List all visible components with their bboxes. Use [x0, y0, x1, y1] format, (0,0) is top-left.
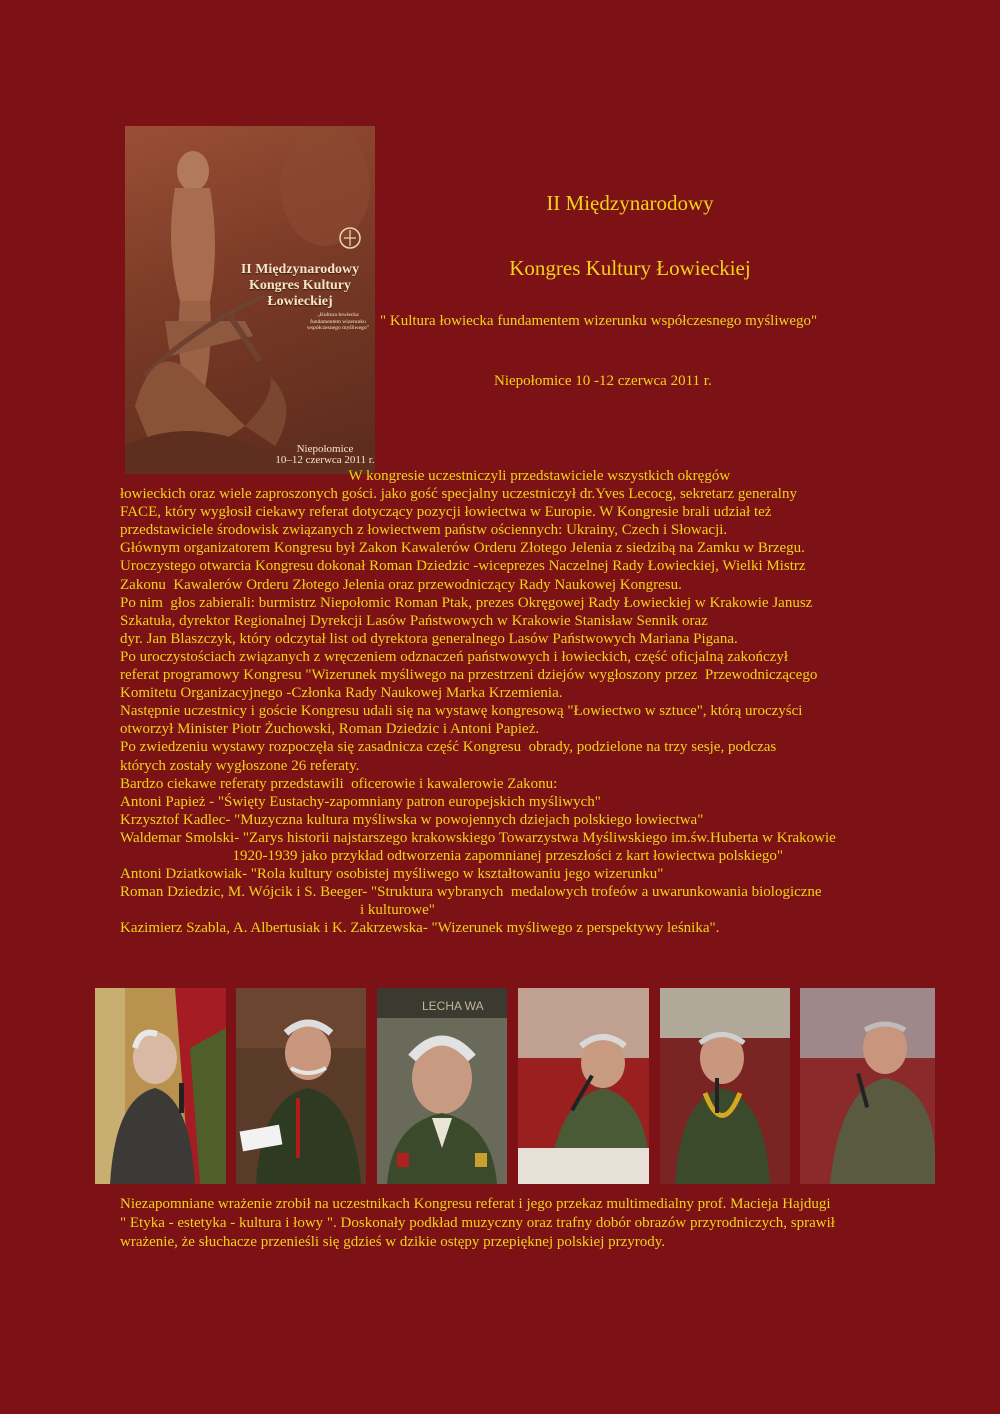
body-text-line: 1920-1939 jako przykład odtworzenia zapomnianej przeszłości z kart łowiectwa polskiego" — [120, 847, 784, 864]
body-text-line: Komitetu Organizacyjnego -Członka Rady Naukowej Marka Krzemienia. — [120, 685, 563, 702]
closing-text-line: " Etyka - estetyka - kultura i łowy ". Doskonały podkład muzyczny oraz trafny dobór obrazów przyrodniczych, sprawił — [120, 1215, 835, 1231]
closing-text-line: wrażenie, że słuchacze przenieśli się gdzieś w dzikie ostępy przepięknej polskiej przyrody. — [120, 1234, 666, 1250]
photo-speaker-5 — [660, 988, 790, 1184]
poster-title-line: Łowieckiej — [267, 294, 333, 309]
poster-subtitle-line: fundamentem wizerunku — [310, 318, 366, 325]
closing-paragraph — [120, 1195, 920, 1252]
poster-dates: 10–12 czerwca 2011 r. — [275, 454, 375, 466]
body-text-line: Po zwiedzeniu wystawy rozpoczęła się zasadnicza część Kongresu obrady, podzielone na trzy sesje, podczas — [120, 739, 777, 756]
body-text-line: i kulturowe" — [120, 902, 435, 919]
photo-speaker-6 — [800, 988, 935, 1184]
body-text-line: Antoni Papież - "Święty Eustachy-zapomniany patron europejskich myśliwych" — [120, 793, 601, 810]
body-text-line: Antoni Dziatkowiak- "Rola kultury osobistej myśliwego w kształtowaniu jego wizerunku" — [120, 866, 664, 883]
poster-subtitle-line: współczesnego myśliwego” — [306, 325, 370, 331]
body-text-line: Uroczystego otwarcia Kongresu dokonał Roman Dziedzic -wiceprezes Naczelnej Rady Łowieckiej, Wielki Mistrz — [120, 558, 806, 575]
photo-speaker-1 — [95, 988, 226, 1184]
body-text-line: których zostały wygłoszone 26 referaty. — [120, 757, 360, 774]
page-title-line2: Kongres Kultury Łowieckiej — [509, 256, 751, 280]
poster-subtitle-line: „Kultura łowiecka — [317, 312, 359, 318]
photo-wall-text: LECHA WA — [422, 999, 484, 1013]
poster-title-line: II Międzynarodowy — [240, 262, 360, 277]
congress-poster-image — [125, 126, 375, 474]
body-text-line: Waldemar Smolski- "Zarys historii najstarszego krakowskiego Towarzystwa Myśliwskiego im.św.Huberta w Krakowie — [120, 829, 836, 846]
body-text-line: Szkatuła, dyrektor Regionalnej Dyrekcji Lasów Państwowych w Krakowie Stanisław Sennik oraz — [120, 612, 708, 629]
body-text-line: Następnie uczestnicy i goście Kongresu udali się na wystawę kongresową "Łowiectwo w sztuce", którą uroczyści — [120, 703, 803, 720]
photo-strip — [95, 988, 935, 1184]
body-text-line: dyr. Jan Blaszczyk, który odczytał list od dyrektora generalnego Lasów Państwowych Mariana Pigana. — [120, 630, 738, 647]
body-text-line: Głównym organizatorem Kongresu był Zakon Kawalerów Orderu Złotego Jelenia z siedzibą na Zamku w Brzegu. — [120, 540, 805, 557]
congress-motto: " Kultura łowiecka fundamentem wizerunku współczesnego myśliwego" — [380, 313, 818, 329]
body-text-line: przedstawiciele środowisk związanych z łowiectwem państw ościennych: Ukrainy, Czech i Słowacji. — [120, 522, 728, 539]
body-text-line: Roman Dziedzic, M. Wójcik i S. Beeger- "Struktura wybranych medalowych trofeów a uwarunkowania biologiczne — [120, 884, 822, 901]
body-text-line: otworzył Minister Piotr Żuchowski, Roman Dziedzic i Antoni Papież. — [120, 721, 540, 738]
page-title-line1: II Międzynarodowy — [546, 191, 714, 215]
poster-title — [220, 262, 375, 310]
body-text-line: Kazimierz Szabla, A. Albertusiak i K. Zakrzewska- "Wizerunek myśliwego z perspektywy leśnika". — [120, 920, 720, 937]
body-text-line: łowieckich oraz wiele zaproszonych gości. jako gość specjalny uczestniczył dr.Yves Lecocg, sekretarz generalny — [120, 486, 797, 503]
body-text-line: Po uroczystościach związanych z wręczeniem odznaczeń państwowych i łowieckich, część oficjalną zakończył — [120, 648, 789, 665]
article-body — [120, 467, 920, 937]
poster-place-name: Niepołomice — [296, 443, 354, 455]
body-text-line: Po nim głos zabierali: burmistrz Niepołomic Roman Ptak, prezes Okręgowej Rady Łowieckiej w Krakowie Janusz — [120, 594, 813, 611]
photo-speaker-4 — [518, 988, 649, 1184]
body-text-line: Bardzo ciekawe referaty przedstawili oficerowie i kawalerowie Zakonu: — [120, 775, 558, 792]
body-text-line: referat programowy Kongresu "Wizerunek myśliwego na przestrzeni dziejów wygłoszony przez Przewodniczącego — [120, 667, 818, 684]
closing-text-line: Niezapomniane wrażenie zrobił na uczestnikach Kongresu referat i jego przekaz multimedialny prof. Macieja Hajdugi — [120, 1196, 831, 1212]
photo-speaker-3 — [377, 988, 507, 1184]
poster-title-line: Kongres Kultury — [248, 278, 352, 293]
body-text-line: FACE, który wygłosił ciekawy referat dotyczący pozycji łowiectwa w Europie. W Kongresie brali udział też — [120, 504, 772, 521]
poster-subtitle — [300, 312, 375, 332]
photo-speaker-2 — [236, 988, 366, 1184]
congress-date: Niepołomice 10 -12 czerwca 2011 r. — [494, 373, 712, 389]
body-text-line: Krzysztof Kadlec- "Muzyczna kultura myśliwska w powojennych dziejach polskiego łowiectwa" — [120, 811, 704, 828]
poster-place — [275, 444, 375, 466]
body-text-line: Zakonu Kawalerów Orderu Złotego Jelenia oraz przewodniczący Rady Naukowej Kongresu. — [120, 576, 682, 593]
body-text-line: W kongresie uczestniczyli przedstawiciele wszystkich okręgów — [120, 468, 731, 484]
